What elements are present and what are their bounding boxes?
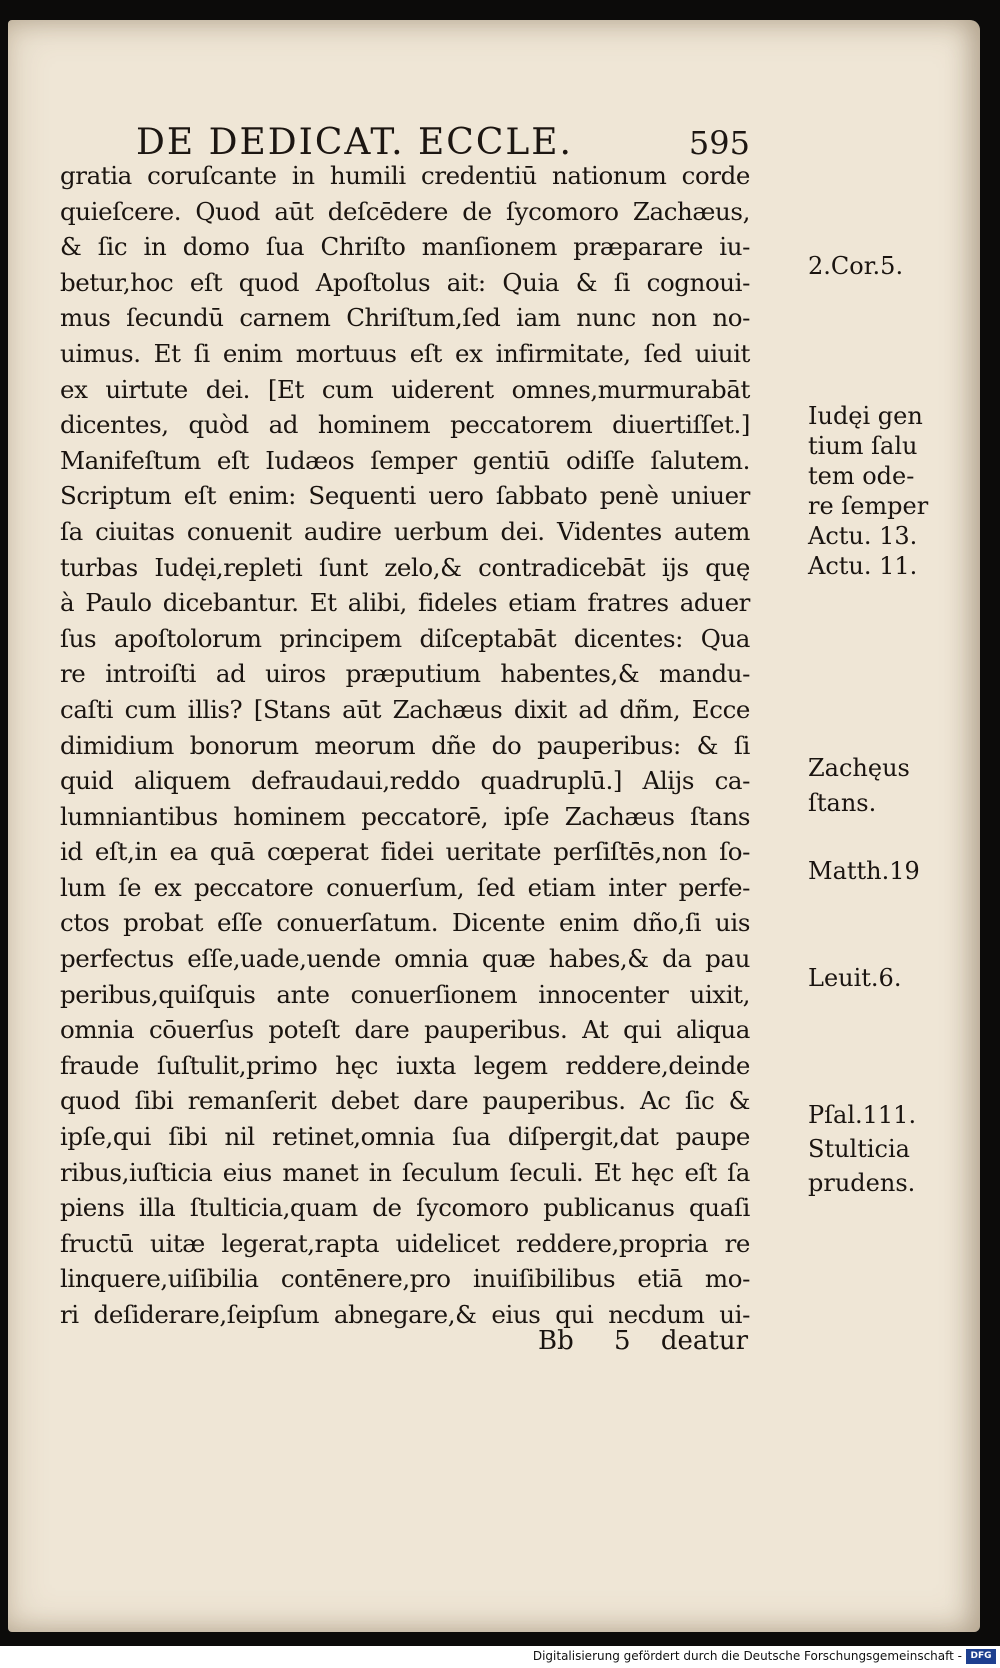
digitization-footer [0,1646,1000,1668]
text-line: mus ſecundū carnem Chriſtum,ſed iam nunc non no- [60,303,750,333]
text-line: ribus,iuſticia eius manet in ſeculum ſeculi. Et hęc eſt ſa [60,1157,750,1187]
text-line: fraude ſuſtulit,primo hęc iuxta legem reddere,deinde [60,1050,750,1080]
text-line: lum ſe ex peccatore conuerſum, ſed etiam inter perfe- [60,872,750,902]
text-line: & ſic in domo ſua Chriſto manſionem præparare iu- [60,232,750,262]
text-line: ſa ciuitas conuenit audire uerbum dei. Videntes autem [60,516,750,546]
text-line: quod ſibi remanſerit debet dare pauperibus. Ac ſic & [60,1086,750,1116]
book-page [8,20,980,1632]
dfg-logo-icon: DFG [966,1649,996,1664]
margin-note: 2.Cor.5. [808,252,904,280]
catchword: deatur [660,1326,748,1356]
page-header [136,122,750,162]
margin-note: Iudęi gen [808,402,923,430]
margin-note: re ſemper [808,492,929,520]
text-line: gratia coruſcante in humili credentiū nationum corde [60,161,750,190]
footer-credit: Digitalisierung gefördert durch die Deutsche Forschungsgemeinschaft - [532,1649,962,1663]
text-line: ſus apoſtolorum principem diſceptabāt dicentes: Qua [60,623,750,653]
margin-note: Leuit.6. [808,964,902,992]
text-line: ri deſiderare,ſeipſum abnegare,& eius qui necdum ui- [60,1300,750,1329]
margin-note: prudens. [808,1169,916,1197]
text-line: quieſcere. Quod aūt deſcēdere de ſycomoro Zachæus, [60,196,750,226]
text-line: piens illa ſtulticia,quam de ſycomoro publicanus quaſi [60,1193,750,1223]
main-text [60,158,929,1333]
text-line: id eſt,in ea quā cœperat fidei ueritate perſiſtēs,non ſo- [60,837,750,867]
margin-note: Actu. 11. [808,552,918,580]
text-line: ctos probat eſſe conuerſatum. Dicente enim dño,ſi uis [60,908,750,938]
text-line: ipſe,qui ſibi nil retinet,omnia ſua diſpergit,dat paupe [60,1122,750,1152]
signature-number: 5 [614,1326,631,1356]
margin-note: Actu. 13. [808,522,918,550]
text-line: lumniantibus hominem peccatorē, ipſe Zachæus ſtans [60,801,750,831]
running-title: DE DEDICAT. ECCLE. [136,122,573,163]
text-line: fructū uitæ legerat,rapta uidelicet reddere,propria re [60,1228,750,1258]
margin-note: tium ſalu [808,432,918,460]
text-line: Scriptum eſt enim: Sequenti uero ſabbato penè uniuer [60,481,750,511]
text-line: ex uirtute dei. [Et cum uiderent omnes,murmurabāt [60,374,750,404]
text-line: turbas Iudęi,repleti ſunt zelo,& contradicebāt ijs quę [60,552,750,582]
text-line: linquere,uiſibilia contēnere,pro inuiſibilibus etiā mo- [60,1264,750,1294]
margin-note: Zachęus [808,754,910,782]
margin-note: Pſal.111. [808,1101,917,1129]
text-line: uimus. Et ſi enim mortuus eſt ex infirmitate, ſed uiuit [60,338,750,368]
text-line: betur,hoc eſt quod Apoſtolus ait: Quia & ſi cognoui- [60,267,750,297]
margin-note: ſtans. [808,789,877,817]
margin-note: Matth.19 [808,857,920,885]
text-line: dicentes, quòd ad hominem peccatorem diuertiſſet.] [60,410,750,440]
text-line: peribus,quiſquis ante conuerſionem innocenter uixit, [60,979,750,1009]
margin-note: Stulticia [808,1135,910,1163]
page-number: 595 [688,124,750,162]
text-line: quid aliquem defraudaui,reddo quadruplū.] Alijs ca- [60,766,750,796]
text-line: à Paulo dicebantur. Et alibi, fideles etiam fratres aduer [60,588,750,618]
text-line: re introiſti ad uiros præputium habentes,& mandu- [60,659,750,689]
text-line: Manifeſtum eſt Iudæos ſemper gentiū odiſſe ſalutem. [60,445,750,475]
text-line: omnia cōuerſus poteſt dare pauperibus. At qui aliqua [60,1015,750,1045]
catchword-line [538,1326,748,1362]
margin-note: tem ode- [808,462,915,490]
text-line: dimidium bonorum meorum dñe do pauperibus: & ſi [60,730,750,760]
text-line: perfectus eſſe,uade,uende omnia quæ habes,& da pau [60,944,750,974]
text-line: caſti cum illis? [Stans aūt Zachæus dixit ad dñm, Ecce [60,694,750,724]
signature-mark: Bb [538,1326,574,1356]
